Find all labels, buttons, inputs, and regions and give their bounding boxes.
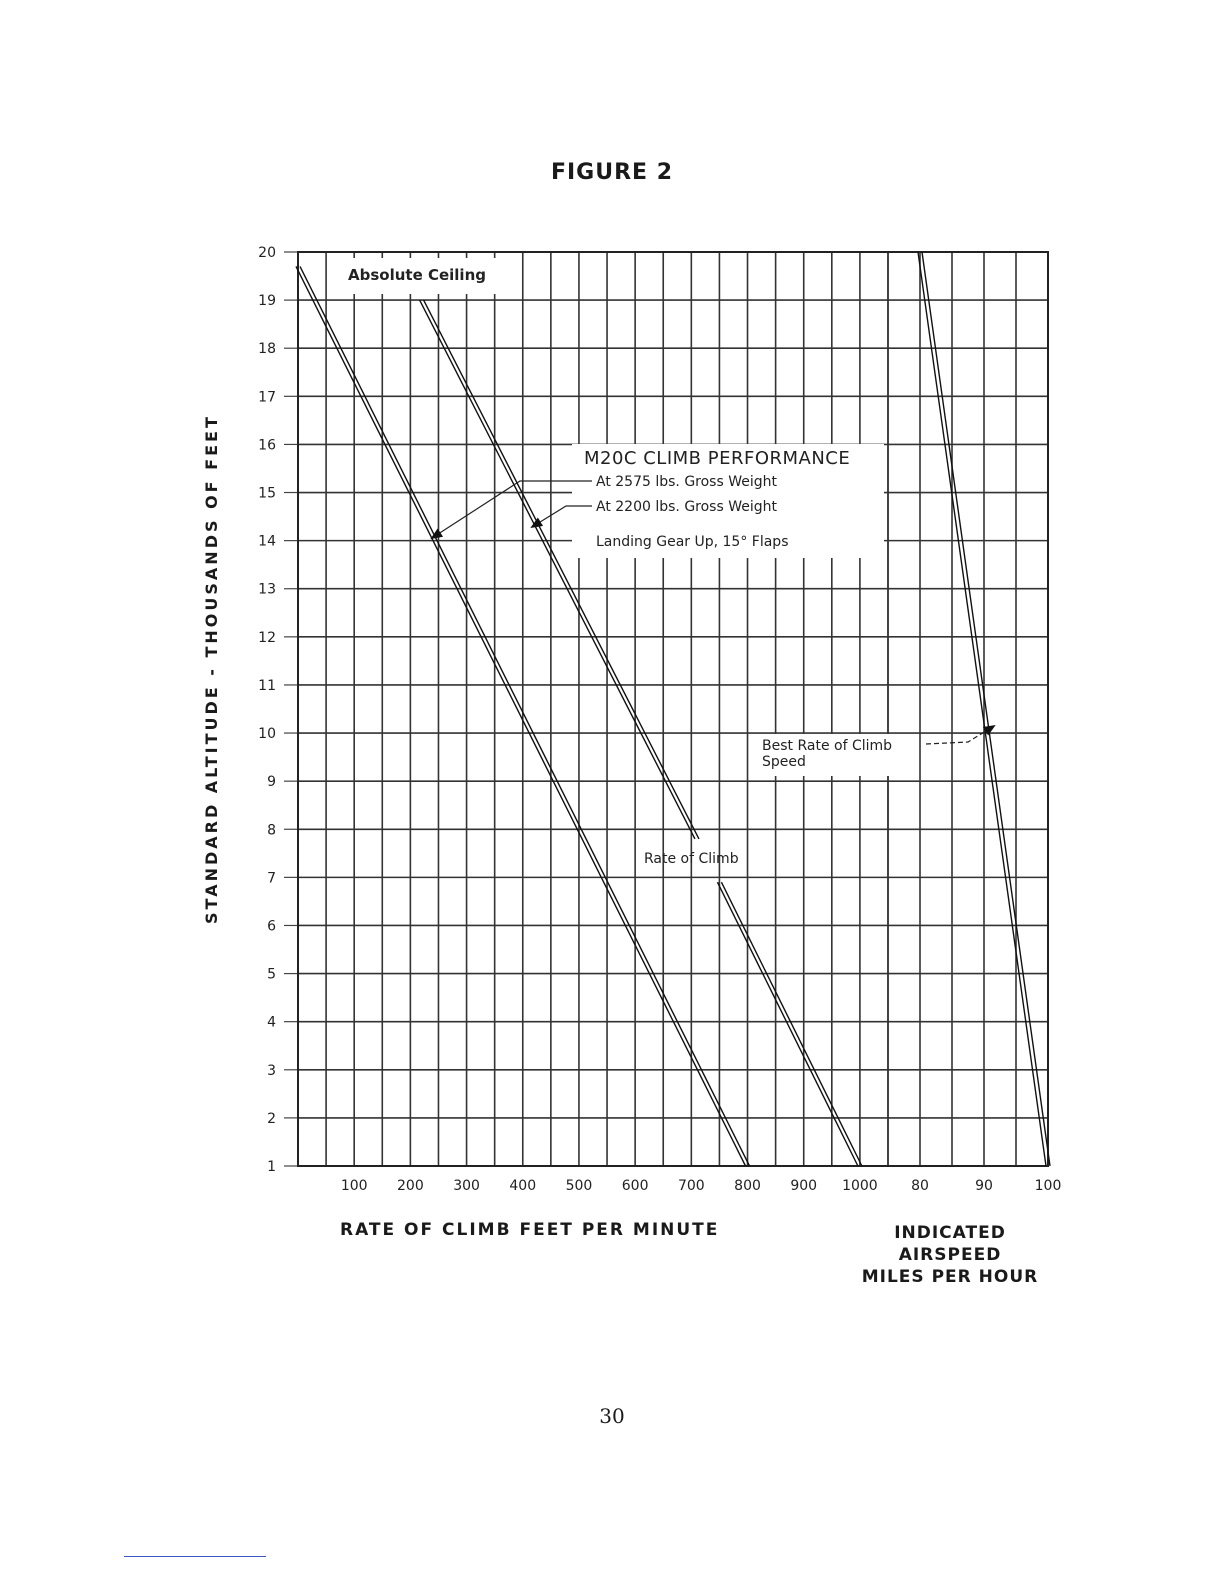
rate-of-climb-label: Rate of Climb <box>644 851 739 867</box>
x-speed-tick-label: 100 <box>1034 1178 1062 1194</box>
y-tick-label: 8 <box>267 822 276 839</box>
series-2200-lbs-edge <box>424 300 699 839</box>
x-rate-tick-label: 300 <box>453 1178 480 1194</box>
y-tick-label: 2 <box>267 1110 276 1127</box>
y-tick-label: 11 <box>258 677 276 694</box>
y-tick-label: 3 <box>267 1062 276 1079</box>
y-tick-label: 15 <box>258 485 276 502</box>
y-tick-label: 14 <box>258 533 276 550</box>
x-rate-tick-label: 700 <box>677 1178 705 1194</box>
y-tick-label: 13 <box>258 581 276 598</box>
note-configuration: Landing Gear Up, 15° Flaps <box>596 534 789 550</box>
x-rate-tick-label: 100 <box>340 1178 368 1194</box>
y-tick-label: 18 <box>258 341 276 358</box>
note-heavy-weight: At 2575 lbs. Gross Weight <box>596 474 777 490</box>
series-best-rate-speed <box>918 252 1046 1166</box>
x-rate-tick-label: 600 <box>621 1178 649 1194</box>
y-tick-label: 16 <box>258 437 276 454</box>
series-2200-lbs <box>420 300 695 839</box>
page-number: 30 <box>599 1404 625 1428</box>
series-2575-lbs <box>296 266 746 1166</box>
x-axis-title-rate: RATE OF CLIMB FEET PER MINUTE <box>340 1220 720 1240</box>
chart-grid <box>284 252 1048 1166</box>
airspeed-title-line-1: INDICATED <box>894 1223 1006 1243</box>
x-rate-tick-label: 400 <box>509 1178 537 1194</box>
y-tick-label: 10 <box>258 726 276 743</box>
y-axis-title: STANDARD ALTITUDE - THOUSANDS OF FEET <box>202 414 221 924</box>
airspeed-title-line-3: MILES PER HOUR <box>861 1267 1039 1287</box>
x-speed-tick-label: 90 <box>975 1178 993 1194</box>
chart-title: M20C CLIMB PERFORMANCE <box>580 448 854 469</box>
best-rate-speed-label-1: Best Rate of Climb <box>762 738 893 754</box>
y-tick-label: 19 <box>258 293 276 310</box>
x-axis-title-airspeed <box>850 1222 1050 1288</box>
x-speed-tick-label: 80 <box>911 1178 929 1194</box>
note-light-weight: At 2200 lbs. Gross Weight <box>596 499 777 515</box>
best-rate-speed-label-2: Speed <box>762 754 806 770</box>
y-tick-label: 12 <box>258 629 276 646</box>
y-tick-label: 17 <box>258 389 276 406</box>
y-tick-label: 6 <box>267 918 276 935</box>
y-tick-label: 20 <box>258 245 276 261</box>
x-rate-tick-label: 1000 <box>842 1178 878 1194</box>
arrow-2575-lbs <box>432 481 592 538</box>
x-rate-tick-label: 500 <box>565 1178 593 1194</box>
x-rate-tick-label: 800 <box>734 1178 761 1194</box>
figure-title: FIGURE 2 <box>550 160 674 185</box>
airspeed-title-line-2: AIRSPEED <box>898 1245 1002 1265</box>
y-tick-label: 7 <box>267 870 276 887</box>
y-tick-label: 5 <box>267 966 276 983</box>
y-tick-label: 4 <box>267 1014 276 1031</box>
chart-series <box>296 252 1050 1166</box>
x-rate-tick-label: 900 <box>790 1178 818 1194</box>
scan-edge-line <box>124 1556 266 1557</box>
chart-arrows <box>330 258 994 776</box>
x-rate-tick-label: 200 <box>397 1178 424 1194</box>
series-2575-lbs-edge <box>300 266 750 1166</box>
y-tick-label: 1 <box>267 1159 276 1175</box>
y-tick-label: 9 <box>267 774 276 791</box>
series-best-rate-speed-edge <box>922 252 1050 1166</box>
absolute-ceiling-label: Absolute Ceiling <box>348 266 486 284</box>
